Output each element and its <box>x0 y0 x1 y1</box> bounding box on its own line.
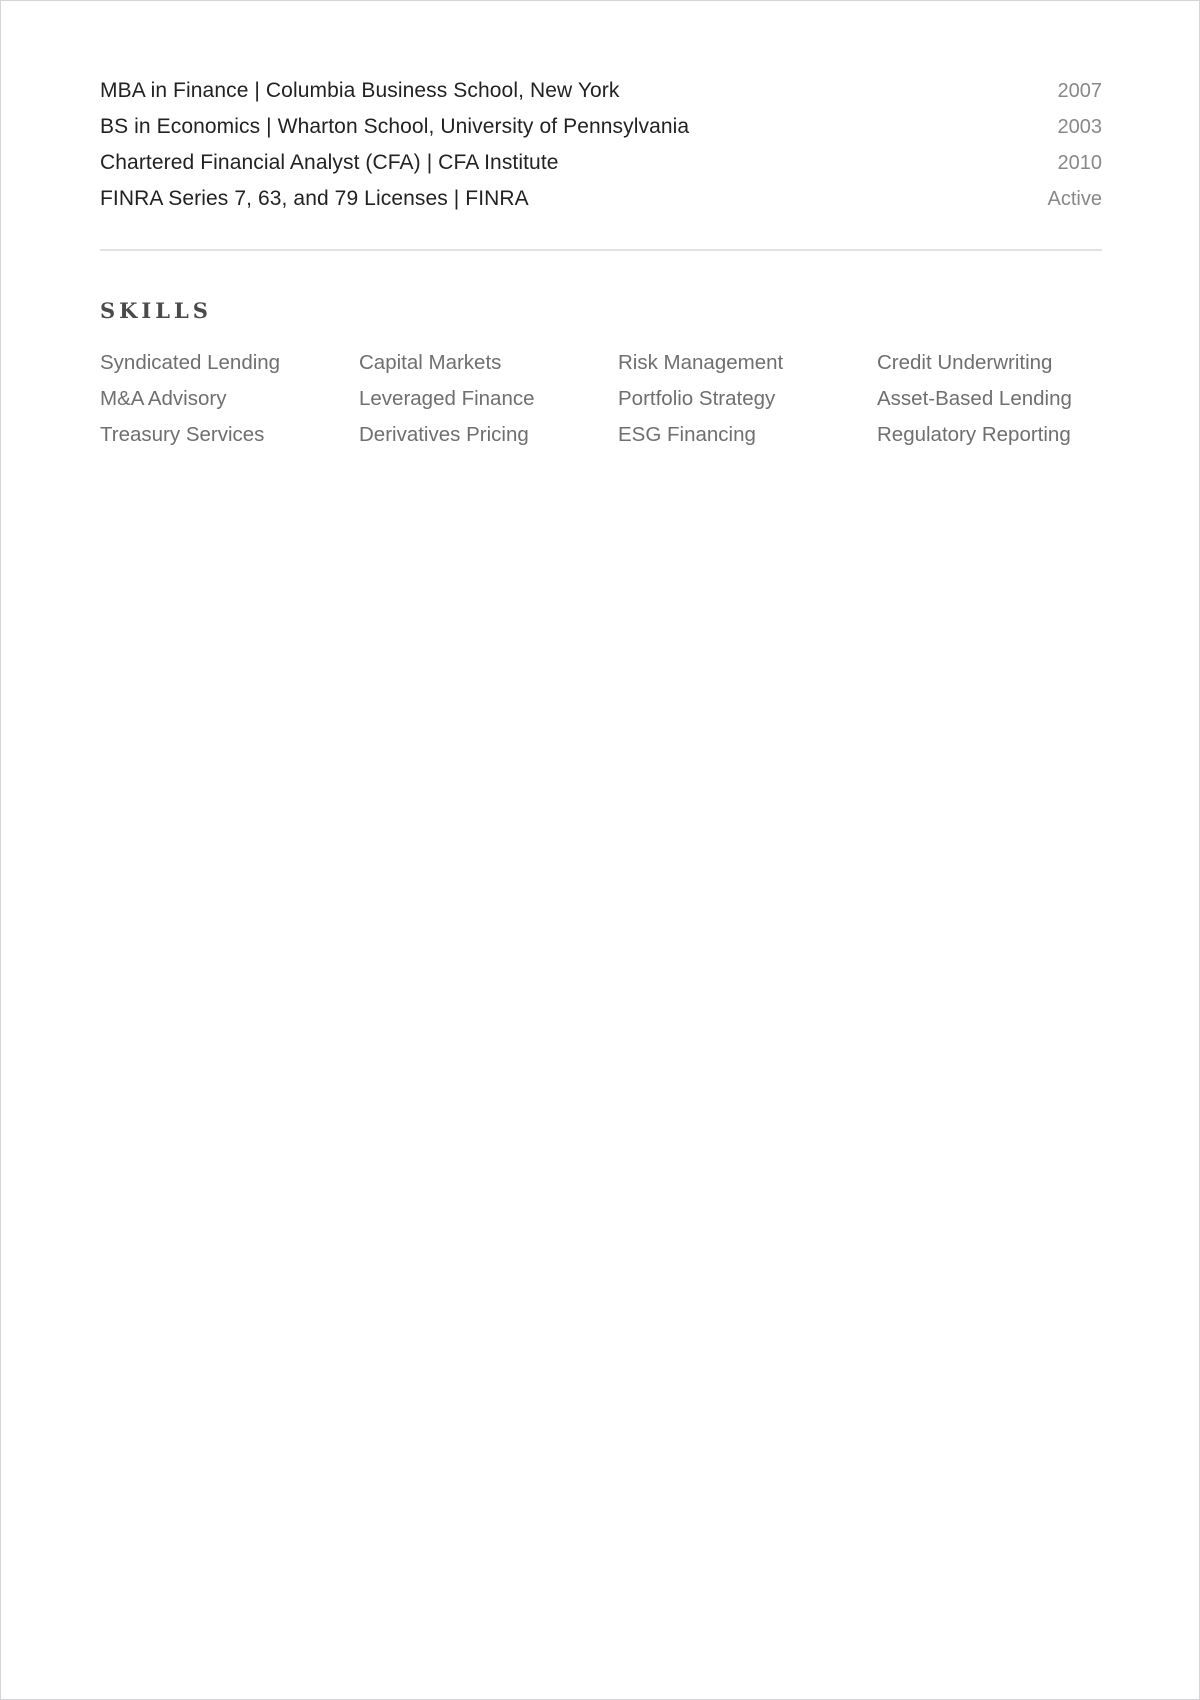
skills-heading: SKILLS <box>100 298 212 323</box>
skills-grid <box>100 345 1102 453</box>
education-year: 2010 <box>1057 152 1102 174</box>
skill-item: Risk Management <box>618 351 784 374</box>
skill-item: Treasury Services <box>100 423 265 446</box>
skill-item: M&A Advisory <box>100 387 227 410</box>
education-year: 2003 <box>1057 116 1102 138</box>
education-title: FINRA Series 7, 63, and 79 Licenses | FINRA <box>100 187 529 210</box>
education-title: BS in Economics | Wharton School, University of Pennsylvania <box>100 115 690 138</box>
education-title: MBA in Finance | Columbia Business School, New York <box>100 79 620 102</box>
skill-item: Derivatives Pricing <box>359 423 529 446</box>
skill-item: Portfolio Strategy <box>618 387 776 410</box>
skill-item: Regulatory Reporting <box>877 423 1071 446</box>
skill-item: ESG Financing <box>618 423 756 446</box>
skill-item: Capital Markets <box>359 351 502 374</box>
section-divider <box>100 249 1102 251</box>
education-entry <box>100 145 1102 181</box>
resume-content <box>100 73 1102 453</box>
education-entry <box>100 181 1102 217</box>
education-list <box>100 73 1102 217</box>
skill-item: Credit Underwriting <box>877 351 1053 374</box>
education-entry <box>100 73 1102 109</box>
skill-item: Leveraged Finance <box>359 387 535 410</box>
education-entry <box>100 109 1102 145</box>
skill-item: Syndicated Lending <box>100 351 281 374</box>
skill-item: Asset-Based Lending <box>877 387 1072 410</box>
education-title: Chartered Financial Analyst (CFA) | CFA Institute <box>100 151 559 174</box>
education-year: 2007 <box>1057 80 1102 102</box>
education-year: Active <box>1047 188 1102 210</box>
